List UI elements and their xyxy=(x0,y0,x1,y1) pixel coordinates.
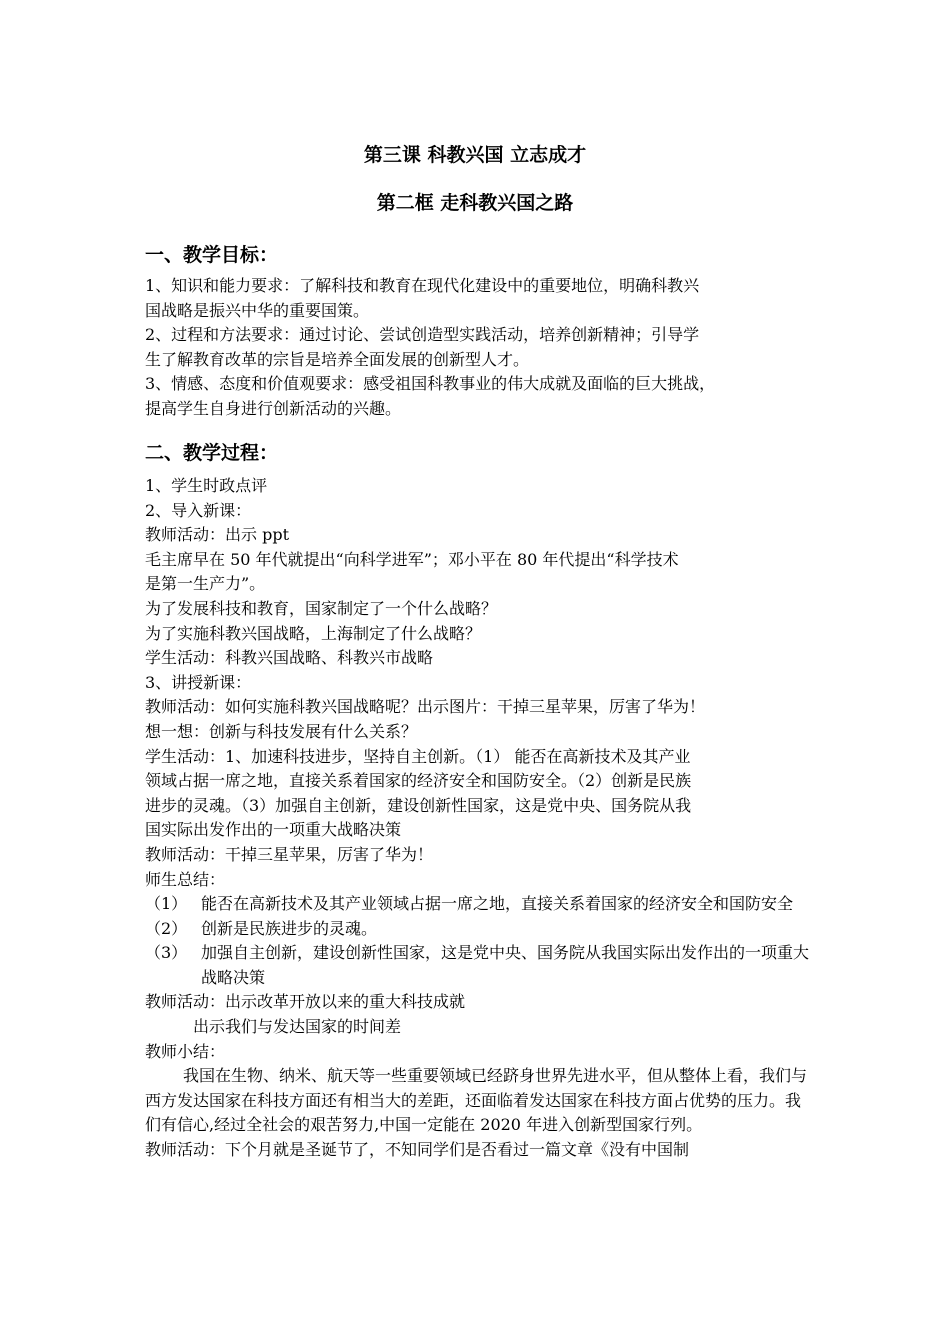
lesson-title: 第三课 科教兴国 立志成才 xyxy=(363,144,587,166)
item-number: （1） xyxy=(145,894,188,914)
process-line: 学生活动：1、加速科技进步，坚持自主创新。（1） 能否在高新技术及其产业 xyxy=(145,746,691,766)
process-block xyxy=(145,474,810,1163)
process-line: 教师活动：出示 ppt xyxy=(145,525,290,545)
process-line: 教师活动：干掉三星苹果，厉害了华为！ xyxy=(145,844,434,864)
item-number: （3） xyxy=(145,943,188,963)
process-line: 出示我们与发达国家的时间差 xyxy=(193,1017,402,1037)
process-line: 教师活动：如何实施科教兴国战略呢？出示图片：干掉三星苹果，厉害了华为！ xyxy=(145,697,706,717)
summary-item xyxy=(145,892,810,917)
process-line: 为了实施科教兴国战略，上海制定了什么战略？ xyxy=(145,623,482,643)
objective-line: 提高学生自身进行创新活动的兴趣。 xyxy=(145,398,402,418)
process-line: 师生总结： xyxy=(145,869,226,889)
process-line: 3、讲授新课： xyxy=(145,672,252,692)
lesson-subtitle: 第二框 走科教兴国之路 xyxy=(376,192,574,214)
process-line: 2、导入新课： xyxy=(145,500,252,520)
process-line: 想一想：创新与科技发展有什么关系？ xyxy=(145,721,418,741)
item-number: （2） xyxy=(145,918,188,938)
process-line: 领域占据一席之地，直接关系着国家的经济安全和国防安全。（2）创新是民族 xyxy=(145,771,692,791)
process-line: 进步的灵魂。（3）加强自主创新，建设创新性国家，这是党中央、国务院从我 xyxy=(145,795,692,815)
process-line: 1、学生时政点评 xyxy=(145,476,268,495)
objective-line: 1、知识和能力要求：了解科技和教育在现代化建设中的重要地位，明确科教兴 xyxy=(145,276,700,295)
process-line: 是第一生产力”。 xyxy=(145,574,266,594)
summary-item xyxy=(145,941,810,990)
objectives-block xyxy=(145,274,810,422)
section-heading-process: 二、教学过程： xyxy=(145,442,279,464)
objective-line: 2、过程和方法要求：通过讨论、尝试创造型实践活动，培养创新精神；引导学 xyxy=(145,325,700,345)
process-line: 毛主席早在 50 年代就提出“向科学进军”；邓小平在 80 年代提出“科学技术 xyxy=(145,549,679,569)
section-heading-objectives: 一、教学目标： xyxy=(145,244,279,266)
process-line: 学生活动：科教兴国战略、科教兴市战略 xyxy=(145,648,434,668)
process-line: 为了发展科技和教育，国家制定了一个什么战略？ xyxy=(145,598,498,618)
item-text: 能否在高新技术及其产业领域占据一席之地，直接关系着国家的经济安全和国防安全 xyxy=(201,894,794,914)
process-line: 教师活动：出示改革开放以来的重大科技成就 xyxy=(145,992,466,1012)
process-line: 国实际出发作出的一项重大战略决策 xyxy=(145,820,402,840)
process-line: 教师活动：下个月就是圣诞节了，不知同学们是否看过一篇文章《没有中国制 xyxy=(145,1140,690,1160)
objective-line: 生了解教育改革的宗旨是培养全面发展的创新型人才。 xyxy=(145,349,530,369)
item-text: 加强自主创新，建设创新性国家，这是党中央、国务院从我国实际出发作出的一项重大战略决策 xyxy=(201,943,810,987)
objective-line: 国战略是振兴中华的重要国策。 xyxy=(145,300,370,320)
objective-line: 3、情感、态度和价值观要求：感受祖国科教事业的伟大成就及面临的巨大挑战， xyxy=(145,374,716,394)
summary-item xyxy=(145,917,810,942)
item-text: 创新是民族进步的灵魂。 xyxy=(201,918,378,938)
summary-label: 教师小结： xyxy=(145,1041,226,1061)
summary-paragraph: 我国在生物、纳米、航天等一些重要领域已经跻身世界先进水平，但从整体上看，我们与西方发达国家在科技方面还有相当大的差距，还面临着发达国家在科技方面占优势的压力。我们有信心,经过全社会的艰苦努力,中国一定能在 2020 年进入创新型国家行列。 xyxy=(145,1066,808,1135)
